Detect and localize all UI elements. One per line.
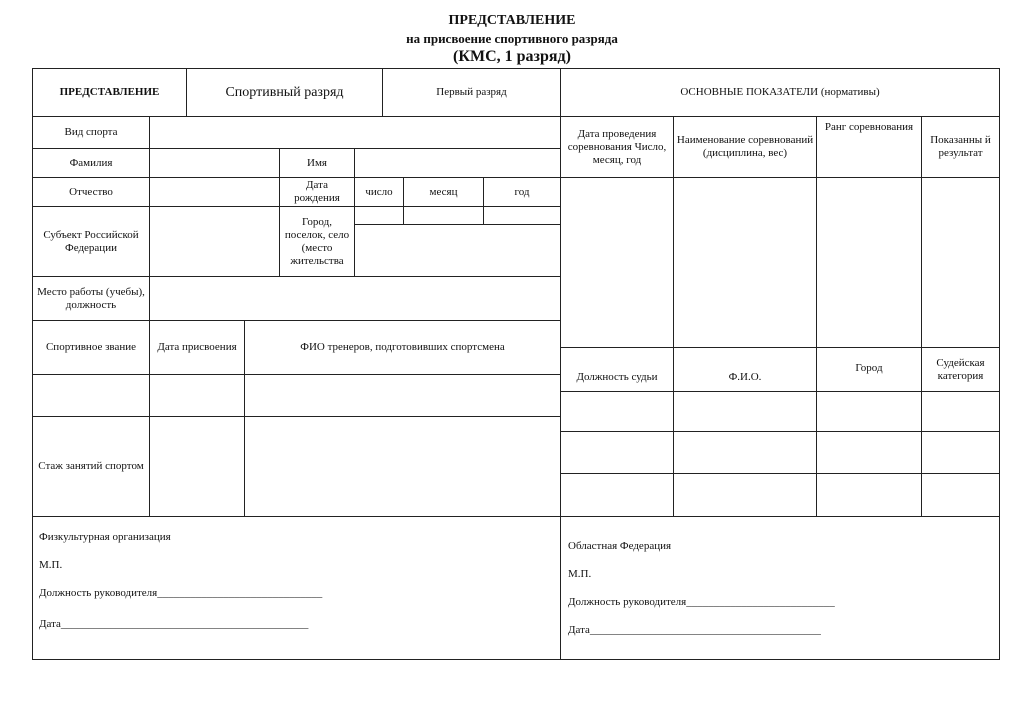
mesyac-field[interactable]: [403, 206, 484, 225]
data-rozhdeniya-label: Дата рождения: [294, 179, 340, 204]
chislo-label: число: [365, 185, 393, 198]
results-name-field[interactable]: [673, 177, 817, 348]
judge-row-3-col-4[interactable]: [921, 473, 1000, 517]
naimenovanie-header: [673, 116, 817, 178]
familiya-label: Фамилия: [69, 156, 113, 169]
data-prisvoeniya-label-cell: [149, 320, 245, 375]
mp-right-label: М.П.: [568, 568, 592, 580]
god-field[interactable]: [483, 206, 561, 225]
judge-row-1-col-4[interactable]: [921, 391, 1000, 432]
results-result-field[interactable]: [921, 177, 1000, 348]
judge-row-3-col-1[interactable]: [560, 473, 674, 517]
sport-zvanie-label: Спортивное звание: [45, 341, 137, 353]
vid-sporta-field[interactable]: [149, 116, 561, 149]
imya-field[interactable]: [354, 148, 561, 178]
results-date-field[interactable]: [560, 177, 674, 348]
dolzhnost-sudi-label: Должность судьи: [576, 371, 658, 383]
gorod-judges-label: Город: [855, 362, 883, 374]
dolzhnost-ruk-right[interactable]: Должность руководителя___________________________: [568, 596, 835, 608]
otchestvo-label-cell: [32, 177, 150, 207]
stazh-field-2[interactable]: [244, 416, 561, 517]
god-label: год: [514, 185, 530, 198]
stazh-label-cell: [32, 416, 150, 517]
naimenovanie-label: Наименование соревнований (дисциплина, вес): [676, 134, 814, 159]
fizkult-org-label: Физкультурная организация: [39, 531, 171, 543]
familiya-field[interactable]: [149, 148, 280, 178]
fio-trenerov-label: ФИО тренеров, подготовивших спортсмена: [300, 341, 505, 353]
pokazannyi-label: Показанны й результат: [930, 134, 991, 159]
rang-header: [816, 116, 922, 178]
data-right[interactable]: Дата__________________________________________: [568, 624, 821, 636]
subject-label-cell: [32, 206, 150, 277]
dolzhnost-sudi-header: [560, 347, 674, 392]
oblast-fed-label: Областная Федерация: [568, 540, 672, 552]
first-rank-label: Первый разряд: [436, 86, 507, 98]
stazh-field-1[interactable]: [149, 416, 245, 517]
osnovnye-label: ОСНОВНЫЕ ПОКАЗАТЕЛИ (нормативы): [680, 86, 880, 98]
predstavlenie-label: ПРЕДСТАВЛЕНИЕ: [59, 86, 160, 98]
god-header: [483, 177, 561, 207]
sport-zvanie-field[interactable]: [32, 374, 150, 417]
familiya-label-cell: [32, 148, 150, 178]
judge-row-1-col-2[interactable]: [673, 391, 817, 432]
mesyac-label: месяц: [429, 185, 458, 198]
judge-row-1-col-3[interactable]: [816, 391, 922, 432]
fio-trenerov-field[interactable]: [244, 374, 561, 417]
judge-row-2-col-3[interactable]: [816, 431, 922, 474]
mp-left-label: М.П.: [39, 559, 63, 571]
data-left[interactable]: Дата_____________________________________________: [39, 618, 309, 630]
dolzhnost-ruk-left[interactable]: Должность руководителя______________________________: [39, 587, 323, 599]
judge-row-2-col-2[interactable]: [673, 431, 817, 474]
data-provedeniya-label: Дата проведения соревнования Число, месяц, год: [567, 127, 667, 166]
sport-zvanie-label-cell: [32, 320, 150, 375]
chislo-field[interactable]: [354, 206, 404, 225]
judge-row-3-col-2[interactable]: [673, 473, 817, 517]
sport-rank-cell: [186, 68, 383, 117]
judge-row-2-col-4[interactable]: [921, 431, 1000, 474]
sport-rank-label: Спортивный разряд: [225, 85, 344, 100]
gorod-field[interactable]: [354, 224, 561, 277]
footer-right-box: [560, 516, 1000, 660]
imya-label-cell: [279, 148, 355, 178]
mesyac-header: [403, 177, 484, 207]
subject-label: Субъект Российской Федерации: [43, 228, 139, 254]
results-rank-field[interactable]: [816, 177, 922, 348]
stazh-label: Стаж занятий спортом: [38, 460, 144, 472]
form-subtitle: на присвоение спортивного разряда: [406, 31, 618, 46]
first-rank-cell: [382, 68, 561, 117]
vid-sporta-label: Вид спорта: [64, 126, 118, 138]
gorod-label-cell: [279, 206, 355, 277]
judge-row-2-col-1[interactable]: [560, 431, 674, 474]
fio-header: [673, 347, 817, 392]
mesto-raboty-label: Место работы (учебы), должность: [37, 285, 145, 311]
rang-label: Ранг соревнования: [824, 121, 914, 133]
gorod-judges-header: [816, 347, 922, 392]
form-title: ПРЕДСТАВЛЕНИЕ: [448, 13, 576, 28]
gorod-label: Город, поселок, село (место жительства: [284, 215, 350, 267]
chislo-header: [354, 177, 404, 207]
subject-field[interactable]: [149, 206, 280, 277]
fio-label: Ф.И.О.: [728, 371, 762, 383]
vid-sporta-label-cell: [32, 116, 150, 149]
judge-row-1-col-1[interactable]: [560, 391, 674, 432]
predstavlenie-cell: [32, 68, 187, 117]
judge-row-3-col-3[interactable]: [816, 473, 922, 517]
fio-trenerov-label-cell: [244, 320, 561, 375]
mesto-raboty-field[interactable]: [149, 276, 561, 321]
otchestvo-label: Отчество: [69, 185, 113, 198]
rank-type: (КМС, 1 разряд): [453, 48, 571, 65]
sudeyskaya-header: [921, 347, 1000, 392]
sudeyskaya-label: Судейская категория: [936, 356, 985, 382]
data-provedeniya-header: [560, 116, 674, 178]
otchestvo-field[interactable]: [149, 177, 280, 207]
imya-label: Имя: [307, 156, 327, 169]
mesto-raboty-label-cell: [32, 276, 150, 321]
data-prisvoeniya-field[interactable]: [149, 374, 245, 417]
osnovnye-header: [560, 68, 1000, 117]
data-prisvoeniya-label: Дата присвоения: [157, 341, 237, 353]
data-rozhdeniya-label-cell: [279, 177, 355, 207]
pokazannyi-header: [921, 116, 1000, 178]
